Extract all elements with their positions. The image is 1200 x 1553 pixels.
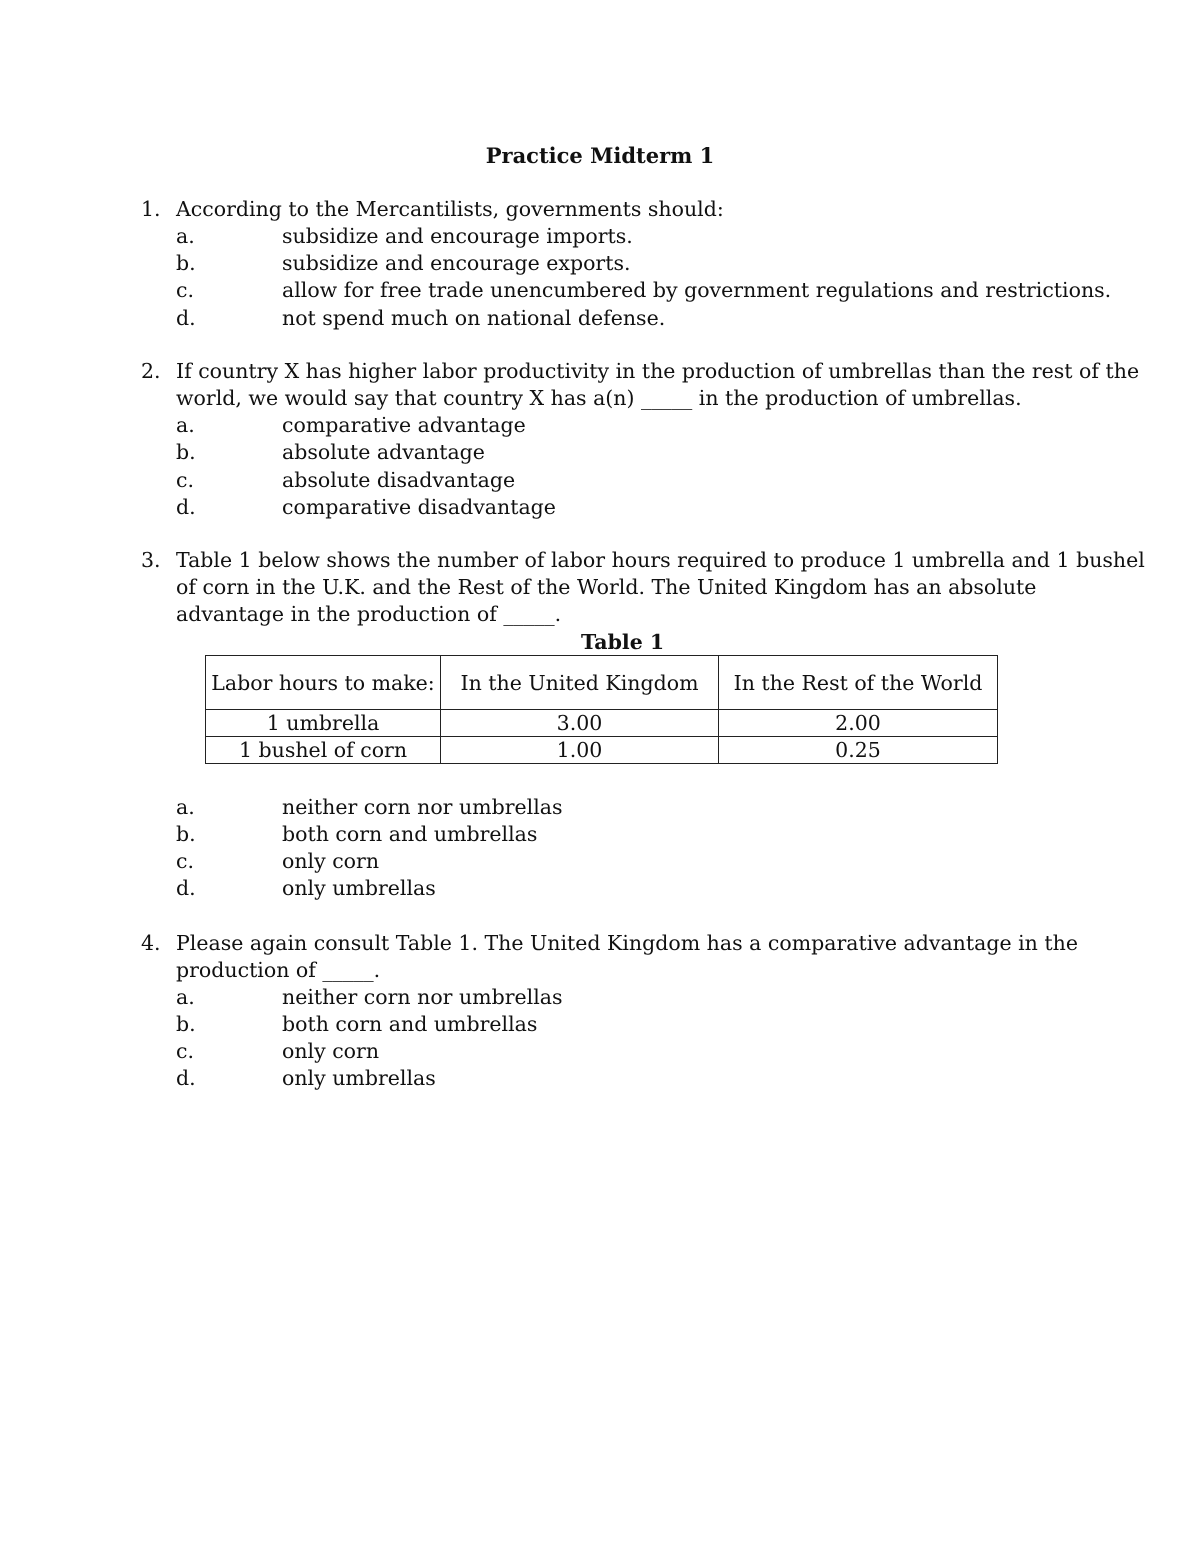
option-letter: b.: [176, 251, 196, 275]
option-letter: c.: [176, 849, 194, 873]
question-text: Table 1 below shows the number of labor hours required to produce 1 umbrella and 1 bushel: [176, 548, 1145, 572]
option-text: both corn and umbrellas: [282, 822, 538, 846]
table-header-cell: Labor hours to make:: [206, 656, 441, 710]
question-text: of corn in the U.K. and the Rest of the World. The United Kingdom has an absolute: [176, 575, 1037, 599]
option-letter: c.: [176, 278, 194, 302]
option-letter: b.: [176, 1012, 196, 1036]
option-text: only corn: [282, 1039, 380, 1063]
option-letter: d.: [176, 876, 196, 900]
question-text: production of _____.: [176, 958, 381, 982]
table-row: [206, 737, 998, 764]
option-text: allow for free trade unencumbered by government regulations and restrictions.: [282, 278, 1112, 302]
option-letter: a.: [176, 985, 195, 1009]
question-number: 1.: [141, 197, 161, 221]
option-letter: c.: [176, 1039, 194, 1063]
table-cell: 1.00: [441, 737, 719, 764]
option-text: comparative advantage: [282, 413, 526, 437]
labor-hours-table: [205, 655, 998, 764]
table-header-cell: In the Rest of the World: [719, 656, 998, 710]
question-text: Please again consult Table 1. The United Kingdom has a comparative advantage in the: [176, 931, 1078, 955]
option-text: absolute disadvantage: [282, 468, 516, 492]
table-cell: 0.25: [719, 737, 998, 764]
table-cell: 1 umbrella: [206, 710, 441, 737]
table-row: [206, 710, 998, 737]
option-text: neither corn nor umbrellas: [282, 985, 563, 1009]
option-text: absolute advantage: [282, 440, 485, 464]
question-text: world, we would say that country X has a(n) _____ in the production of umbrellas.: [176, 386, 1022, 410]
option-letter: a.: [176, 224, 195, 248]
table-cell: 3.00: [441, 710, 719, 737]
option-letter: d.: [176, 1066, 196, 1090]
question-text: If country X has higher labor productivity in the production of umbrellas than the rest of the: [176, 359, 1140, 383]
option-letter: b.: [176, 440, 196, 464]
page-title: Practice Midterm 1: [485, 143, 715, 168]
question-text: According to the Mercantilists, governments should:: [176, 197, 724, 221]
question-number: 4.: [141, 931, 161, 955]
question-number: 3.: [141, 548, 161, 572]
option-text: only corn: [282, 849, 380, 873]
option-text: neither corn nor umbrellas: [282, 795, 563, 819]
option-text: both corn and umbrellas: [282, 1012, 538, 1036]
option-letter: c.: [176, 468, 194, 492]
table-cell: 1 bushel of corn: [206, 737, 441, 764]
table-title: Table 1: [581, 630, 665, 654]
option-text: subsidize and encourage imports.: [282, 224, 633, 248]
option-letter: a.: [176, 413, 195, 437]
option-text: comparative disadvantage: [282, 495, 556, 519]
option-text: subsidize and encourage exports.: [282, 251, 631, 275]
option-text: only umbrellas: [282, 1066, 436, 1090]
option-letter: d.: [176, 306, 196, 330]
option-text: not spend much on national defense.: [282, 306, 666, 330]
option-letter: a.: [176, 795, 195, 819]
option-letter: b.: [176, 822, 196, 846]
question-number: 2.: [141, 359, 161, 383]
table-cell: 2.00: [719, 710, 998, 737]
option-text: only umbrellas: [282, 876, 436, 900]
table-header-cell: In the United Kingdom: [441, 656, 719, 710]
question-text: advantage in the production of _____.: [176, 602, 562, 626]
option-letter: d.: [176, 495, 196, 519]
table-header-row: [206, 656, 998, 710]
